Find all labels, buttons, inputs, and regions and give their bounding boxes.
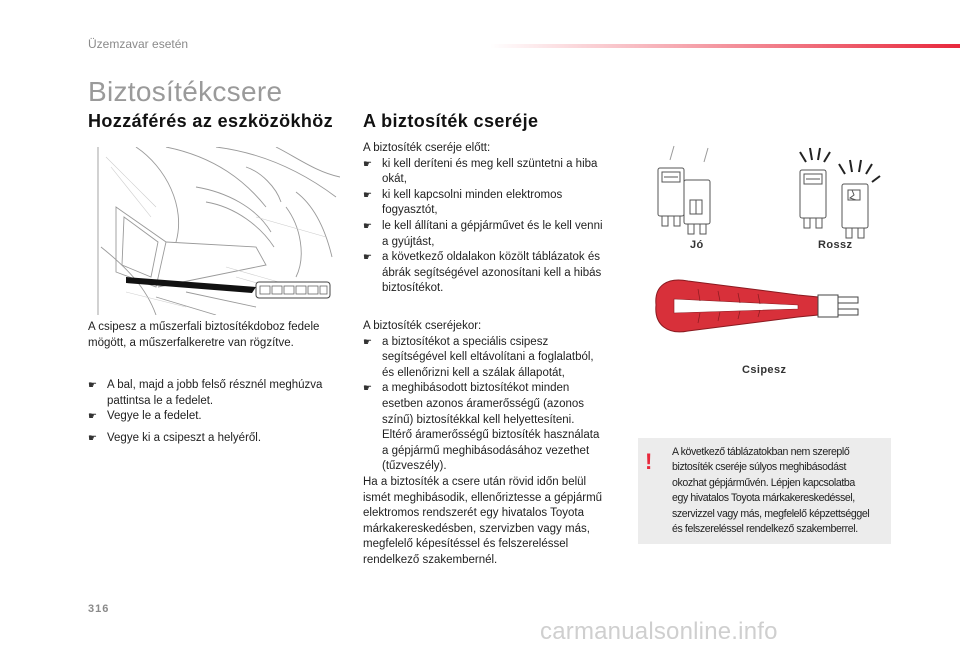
- label-tweezer: Csipesz: [742, 364, 787, 376]
- before-section: [363, 141, 625, 297]
- text-line: Eltérő áramerősségű biztosíték használata: [382, 429, 600, 442]
- list-item: [363, 250, 625, 297]
- text-line: márkakereskedésben, szervizben vagy más,: [363, 522, 590, 535]
- tweezer-illustration: [648, 265, 868, 345]
- list-item: [88, 431, 340, 447]
- before-title: A biztosíték cseréje előtt:: [363, 142, 491, 154]
- text-line: okozhat gépjárművén. Lépjen kapcsolatba: [672, 476, 855, 489]
- list-item: [363, 335, 625, 382]
- list-item: [363, 219, 625, 250]
- text-line: ☛ A bal, majd a jobb felső résznél meghúzva: [107, 379, 323, 391]
- watermark: carmanualsonline.info: [540, 618, 778, 645]
- access-intro: [88, 320, 338, 351]
- access-steps: [88, 378, 340, 425]
- before-list: [363, 157, 625, 297]
- text-line: ábrák segítségével azonosítani kell a hibás: [382, 266, 602, 279]
- text-line: szervizzel vagy más, megfelelő képzettséggel: [672, 507, 870, 520]
- label-good: Jó: [690, 239, 704, 251]
- dashboard-illustration: [96, 147, 340, 315]
- text-line: és felszereléssel rendelkező szakemberrel.: [672, 523, 858, 536]
- access-last-step: [88, 431, 340, 447]
- text-line: egy hivatalos Toyota márkakereskedéssel,: [672, 492, 855, 505]
- heading-replace: A biztosíték cseréje: [363, 111, 539, 131]
- fuse-illustration: [640, 140, 890, 240]
- text-line: színű) biztosítékkal kell helyettesíteni.: [382, 413, 575, 426]
- text-line: ☛ a következő oldalakon közölt táblázatok és: [382, 251, 600, 264]
- list-item: [88, 378, 340, 409]
- heading-access: Hozzáférés az eszközökhöz: [88, 111, 334, 131]
- text-line: elektromos rendszerét egy hivatalos Toyota: [363, 507, 584, 520]
- text-line: a gépjármű meghibásodásához vezethet: [382, 444, 590, 457]
- text-line: (tűzveszély).: [382, 460, 447, 473]
- text-line: ☛ a biztosítékot a speciális csipesz: [382, 335, 549, 348]
- text-line: rendelkező szakembernél.: [363, 553, 498, 566]
- list-item: [363, 157, 625, 188]
- text-line: segítségével kell eltávolítani a foglalatból,: [382, 351, 594, 364]
- during-title: A biztosíték cseréjekor:: [363, 320, 482, 332]
- text-line: pattintsa le a fedelet.: [107, 394, 214, 407]
- text-line: ☛ le kell állítani a gépjárművet és le kell venni: [382, 219, 603, 232]
- text-line: mögött, a műszerfalkeretre van rögzítve.: [88, 336, 294, 349]
- list-item: [88, 409, 340, 425]
- page-title: Biztosítékcsere: [88, 76, 283, 107]
- text-line: okát,: [382, 173, 407, 186]
- warning-icon: !: [645, 449, 653, 474]
- text-line: ☛ Vegye ki a csipeszt a helyéről.: [107, 432, 262, 444]
- warning-text: [672, 445, 886, 537]
- text-line: ☛ ki kell kapcsolni minden elektromos: [382, 188, 563, 201]
- text-line: ☛ a meghibásodott biztosítékot minden: [382, 382, 570, 395]
- page-number: 316: [88, 603, 110, 615]
- section-label: Üzemzavar esetén: [88, 37, 189, 51]
- text-line: esetben azonos áramerősségű (azonos: [382, 397, 585, 410]
- during-section: [363, 319, 625, 569]
- list-item: [363, 381, 625, 475]
- list-item: [363, 188, 625, 219]
- text-line: és ellenőrizni kell a szálak állapotát,: [382, 366, 565, 379]
- text-line: Ha a biztosíték a csere után rövid időn belül: [363, 475, 587, 488]
- text-line: ismét meghibásodik, ellenőriztesse a gépjármű: [363, 491, 603, 504]
- text-line: biztosíték cseréje súlyos meghibásodást: [672, 461, 847, 474]
- text-line: a gyújtást,: [382, 235, 435, 248]
- text-line: fogyasztót,: [382, 204, 438, 217]
- text-line: ☛ ki kell deríteni és meg kell szüntetni a hiba: [382, 157, 598, 170]
- closing-paragraph: [363, 475, 625, 569]
- text-line: A következő táblázatokban nem szereplő: [672, 446, 850, 458]
- header-rule: [490, 44, 960, 48]
- text-line: biztosítékot.: [382, 282, 444, 295]
- label-bad: Rossz: [818, 239, 853, 251]
- text-line: A csipesz a műszerfali biztosítékdoboz fedele: [88, 321, 320, 333]
- text-line: ☛ Vegye le a fedelet.: [107, 410, 202, 423]
- during-list: [363, 335, 625, 475]
- text-line: megfelelő képesítéssel és felszereléssel: [363, 538, 569, 551]
